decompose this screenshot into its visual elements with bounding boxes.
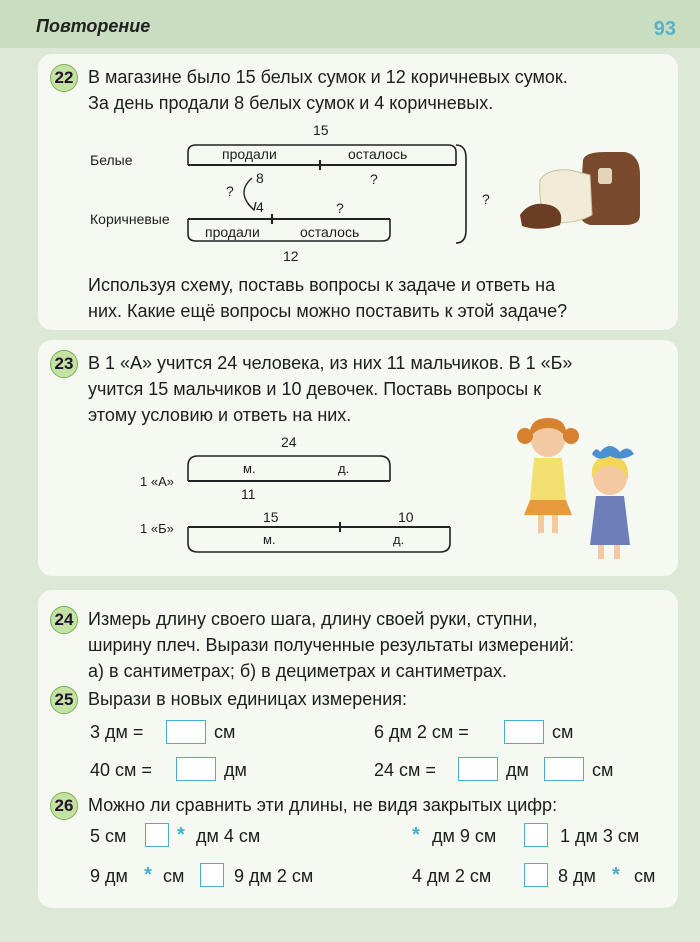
cmp-1b-right: 1 дм 3 см [560,826,640,846]
expr-4-unit-1: дм [506,760,529,780]
section-title: Повторение [36,16,151,36]
cmp-1a-left: 5 см [90,826,127,846]
task-22-line-2: За день продали 8 белых сумок и 4 коричневых. [88,93,494,113]
task-22-line-1: В магазине было 15 белых сумок и 12 коричневых сумок. [88,67,568,87]
label-brown: Коричневые [90,211,170,227]
boys-b-count: 15 [263,509,279,525]
expr-1-left: 3 дм = [90,722,144,742]
cmp-1b-left: дм 9 см [432,826,497,846]
task-24-number: 24 [50,606,78,634]
expr-3-left: 40 см = [90,760,152,780]
q-brown-left: ? [336,200,344,216]
q-white-left: ? [370,171,378,187]
task-23-line-1: В 1 «А» учится 24 человека, из них 11 мальчиков. В 1 «Б» [88,353,573,373]
task-24-line-2: ширину плеч. Вырази полученные результаты измерений: [88,635,575,655]
answer-box-4a[interactable] [458,757,498,781]
cmp-2b-left: 4 дм 2 см [412,866,492,886]
hidden-digit-star-3: * [144,864,152,886]
boys-b-label: м. [263,532,276,547]
task-23-line-3: этому условию и ответь на них. [88,405,352,425]
cmp-2a-mid: см [163,866,185,886]
label-white: Белые [90,152,133,168]
cmp-box-2a[interactable] [200,863,224,887]
left-brown-label: осталось [300,224,360,240]
expr-4-unit-2: см [592,760,614,780]
answer-box-1[interactable] [166,720,206,744]
cmp-2b-unit: см [634,866,656,886]
four: 4 [256,199,264,215]
task-26-number: 26 [50,792,78,820]
sold-brown-label: продали [205,224,260,240]
total-class-a: 24 [281,434,297,450]
expr-3-unit: дм [224,760,247,780]
class-b-label: 1 «Б» [140,521,174,536]
cmp-box-2b[interactable] [524,863,548,887]
sold-white-label: продали [222,146,277,162]
cmp-2b-right: 8 дм [558,866,596,886]
hidden-digit-star-1: * [177,824,185,846]
total-brown: 12 [283,248,299,264]
task-26-title: Можно ли сравнить эти длины, не видя закрытых цифр: [88,795,558,815]
cmp-2a-right: 9 дм 2 см [234,866,314,886]
left-white-label: осталось [348,146,408,162]
task-22-question-1: Используя схему, поставь вопросы к задаче и ответь на [88,275,556,295]
eight: 8 [256,170,264,186]
answer-box-2[interactable] [504,720,544,744]
task-22-question-2: них. Какие ещё вопросы можно поставить к этой задаче? [88,301,568,321]
cmp-box-1a[interactable] [145,823,169,847]
cmp-box-1b[interactable] [524,823,548,847]
total-white: 15 [313,122,329,138]
cmp-1a-right: дм 4 см [196,826,261,846]
task-24-line-3: а) в сантиметрах; б) в дециметрах и сантиметрах. [88,661,508,681]
page-number: 93 [653,18,676,40]
task-23-line-2: учится 15 мальчиков и 10 девочек. Поставь вопросы к [88,379,542,399]
q-total: ? [482,191,490,207]
task-25-number: 25 [50,686,78,714]
cmp-2a-left: 9 дм [90,866,128,886]
class-a-label: 1 «А» [140,474,174,489]
task-24-line-1: Измерь длину своего шага, длину своей руки, ступни, [88,609,538,629]
expr-2-unit: см [552,722,574,742]
girls-a-label: д. [338,461,350,476]
task-22-number: 22 [50,64,78,92]
girls-b-count: 10 [398,509,414,525]
expr-2-left: 6 дм 2 см = [374,722,469,742]
expr-1-unit: см [214,722,236,742]
girls-illustration [517,418,634,559]
q-white-sold: ? [226,183,234,199]
answer-box-4b[interactable] [544,757,584,781]
expr-4-left: 24 см = [374,760,436,780]
boys-a-count: 11 [241,486,256,502]
task-25-title: Вырази в новых единицах измерения: [88,689,408,709]
hidden-digit-star-2: * [412,824,420,846]
answer-box-3[interactable] [176,757,216,781]
task-23-number: 23 [50,350,78,378]
hidden-digit-star-4: * [612,864,620,886]
boys-a-label: м. [243,461,256,476]
girls-b-label: д. [393,532,405,547]
